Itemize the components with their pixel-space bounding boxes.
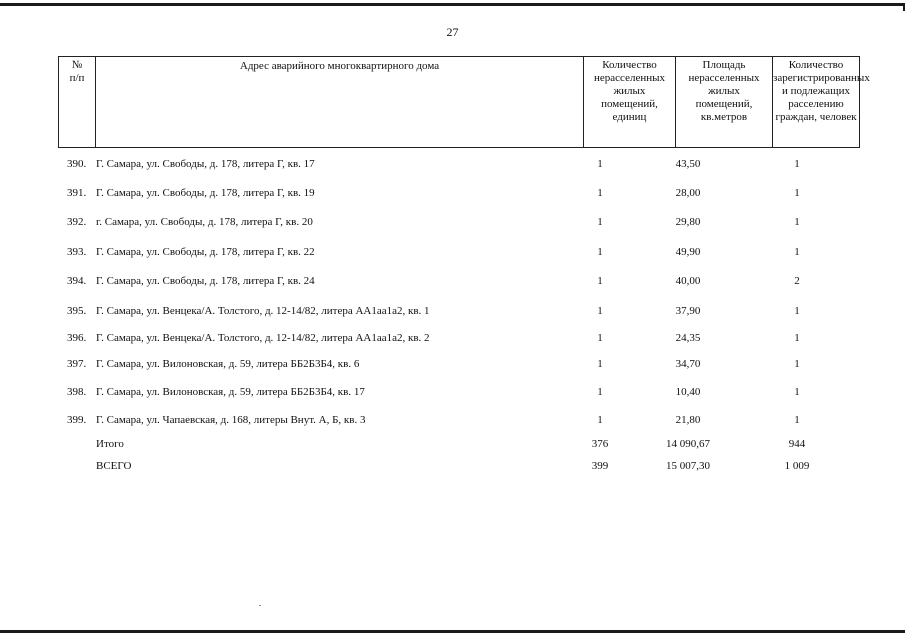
row-people: 1 (794, 414, 800, 426)
row-number: 392. (67, 216, 87, 228)
row-address: Г. Самара, ул. Свободы, д. 178, литера Г, кв. 22 (96, 246, 315, 258)
grand-total-area: 15 007,30 (666, 460, 710, 472)
header-number-line-1: № (71, 59, 83, 71)
header-area-line: Площадь (702, 59, 746, 71)
header-people-line: граждан, человек (775, 111, 857, 123)
row-address: Г. Самара, ул. Свободы, д. 178, литера Г, кв. 24 (96, 275, 315, 287)
header-people-line: и подлежащих (781, 85, 850, 97)
row-people: 1 (794, 358, 800, 370)
header-people-column (773, 57, 870, 147)
row-number: 398. (67, 386, 87, 398)
header-count-line: помещений, (601, 98, 658, 110)
row-area: 10,40 (675, 386, 701, 398)
row-count: 1 (597, 414, 603, 426)
header-number-line-2: п/п (69, 72, 85, 84)
row-area: 34,70 (675, 358, 701, 370)
header-area-line: помещений, (695, 98, 753, 110)
row-address: Г. Самара, ул. Вилоновская, д. 59, литера ББ2Б3Б4, кв. 6 (96, 358, 360, 370)
row-count: 1 (597, 246, 603, 258)
header-count-line: единиц (612, 111, 647, 123)
header-address-label: Адрес аварийного многоквартирного дома (239, 60, 440, 72)
header-count-line: Количество (602, 59, 657, 71)
header-count-column (584, 57, 676, 147)
row-number: 394. (67, 275, 87, 287)
row-area: 21,80 (675, 414, 701, 426)
row-address: Г. Самара, ул. Свободы, д. 178, литера Г, кв. 19 (96, 187, 315, 199)
row-address: г. Самара, ул. Свободы, д. 178, литера Г, кв. 20 (96, 216, 313, 228)
row-count: 1 (597, 216, 603, 228)
top-rule (0, 3, 905, 6)
total-people: 944 (788, 438, 806, 450)
row-address: Г. Самара, ул. Венцека/А. Толстого, д. 12-14/82, литера АА1аа1а2, кв. 1 (96, 305, 430, 317)
header-area-line: жилых (708, 85, 740, 97)
row-count: 1 (597, 187, 603, 199)
header-count-line: нерасселенных (594, 72, 665, 84)
row-area: 49,90 (675, 246, 701, 258)
scan-speck (259, 605, 261, 606)
row-people: 1 (794, 305, 800, 317)
row-count: 1 (597, 275, 603, 287)
row-address: Г. Самара, ул. Чапаевская, д. 168, литеры Внут. А, Б, кв. 3 (96, 414, 366, 426)
row-people: 1 (794, 332, 800, 344)
bottom-rule (0, 630, 905, 633)
row-area: 28,00 (675, 187, 701, 199)
row-area: 40,00 (675, 275, 701, 287)
header-number-column (59, 57, 96, 147)
row-number: 396. (67, 332, 87, 344)
row-address: Г. Самара, ул. Свободы, д. 178, литера Г, кв. 17 (96, 158, 315, 170)
row-count: 1 (597, 332, 603, 344)
header-people-line: зарегистрированных (773, 72, 870, 84)
row-count: 1 (597, 158, 603, 170)
row-area: 43,50 (675, 158, 701, 170)
row-number: 395. (67, 305, 87, 317)
row-area: 24,35 (675, 332, 701, 344)
header-count-line: жилых (613, 85, 646, 97)
row-count: 1 (597, 358, 603, 370)
row-people: 1 (794, 216, 800, 228)
grand-total-people: 1 009 (784, 460, 810, 472)
total-count: 376 (591, 438, 609, 450)
table-header (58, 56, 870, 148)
row-area: 29,80 (675, 216, 701, 228)
grand-total-label: ВСЕГО (96, 460, 132, 472)
header-people-line: расселению (788, 98, 844, 110)
row-people: 1 (794, 386, 800, 398)
page-number: 27 (446, 25, 459, 39)
header-people-line: Количество (788, 59, 844, 71)
row-people: 2 (794, 275, 800, 287)
row-number: 390. (67, 158, 87, 170)
row-address: Г. Самара, ул. Венцека/А. Толстого, д. 12-14/82, литера АА1аа1а2, кв. 2 (96, 332, 430, 344)
row-people: 1 (794, 187, 800, 199)
total-label: Итого (96, 438, 124, 450)
row-count: 1 (597, 386, 603, 398)
row-number: 393. (67, 246, 87, 258)
header-address-column (96, 57, 584, 147)
row-number: 397. (67, 358, 87, 370)
row-people: 1 (794, 158, 800, 170)
row-people: 1 (794, 246, 800, 258)
grand-total-count: 399 (591, 460, 609, 472)
header-area-column (676, 57, 773, 147)
header-area-line: кв.метров (700, 111, 748, 123)
header-area-line: нерасселенных (688, 72, 760, 84)
row-number: 391. (67, 187, 87, 199)
row-number: 399. (67, 414, 87, 426)
total-area: 14 090,67 (666, 438, 710, 450)
row-address: Г. Самара, ул. Вилоновская, д. 59, литера ББ2Б3Б4, кв. 17 (96, 386, 365, 398)
row-count: 1 (597, 305, 603, 317)
row-area: 37,90 (675, 305, 701, 317)
